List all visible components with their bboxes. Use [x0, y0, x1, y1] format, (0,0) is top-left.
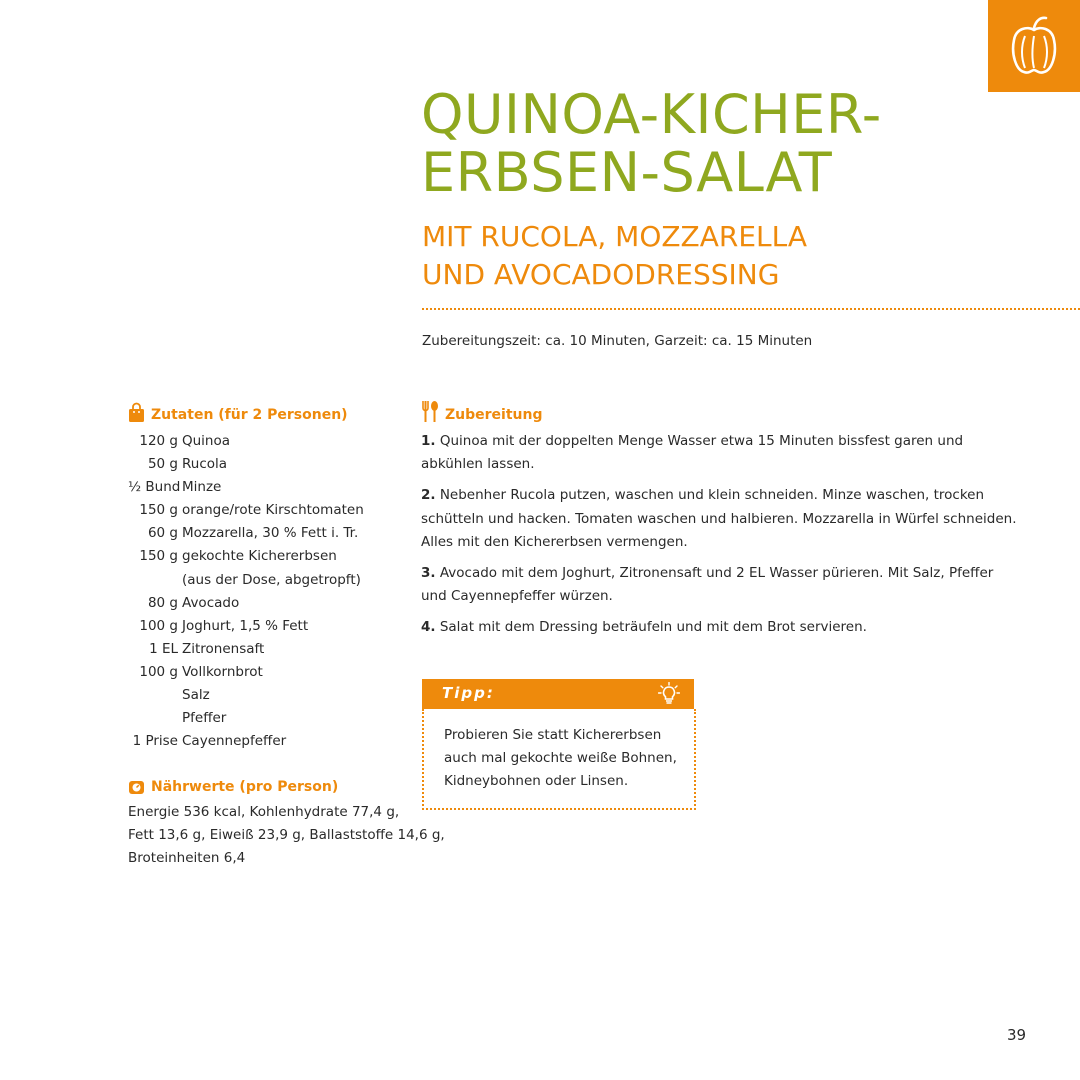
recipe-title: [421, 83, 882, 204]
ingredient-amount: 80 g: [147, 594, 178, 611]
ingredient-name: Pfeffer: [182, 710, 227, 727]
step-line: [421, 453, 1001, 476]
step-text: abkühlen lassen.: [421, 456, 535, 473]
tip-body: [422, 709, 696, 810]
preparation-heading: [421, 400, 542, 423]
step-line: [421, 562, 1001, 585]
step-line: [421, 484, 1001, 507]
tip-line: Probieren Sie statt Kichererbsen: [444, 727, 662, 743]
ingredient-name: (aus der Dose, abgetropft): [182, 571, 361, 588]
ingredient-amount: 1 Prise: [132, 733, 178, 750]
step-line: [421, 531, 1001, 554]
ingredient-amount: 1 EL: [149, 640, 178, 657]
step-number: 1.: [421, 433, 436, 449]
ingredient-name: Avocado: [182, 594, 240, 611]
ingredient-name: Minze: [182, 479, 222, 496]
step-text: Alles mit den Kichererbsen vermengen.: [421, 533, 688, 550]
ingredient-name: Zitronensaft: [182, 640, 265, 657]
title-line: QUINOA-KICHER-: [421, 83, 882, 146]
ingredients-heading-label: Zutaten (für 2 Personen): [151, 407, 348, 423]
preparation-heading-label: Zubereitung: [445, 407, 543, 423]
nutrition-line: Broteinheiten 6,4: [128, 850, 246, 866]
ingredient-amount: 150 g: [139, 502, 178, 519]
ingredient-name: Rucola: [182, 456, 228, 473]
step-text: Quinoa mit der doppelten Menge Wasser etwa 15 Minuten bissfest garen und: [439, 433, 964, 449]
tip-box: [422, 679, 694, 810]
step-text: Avocado mit dem Joghurt, Zitronensaft und 2 EL Wasser pürieren. Mit Salz, Pfeffer: [439, 565, 994, 582]
step-number: 4.: [421, 619, 436, 636]
time-info: Zubereitungszeit: ca. 10 Minuten, Garzeit: ca. 15 Minuten: [422, 333, 813, 349]
ingredient-amount: 150 g: [139, 548, 178, 565]
page-number: 39: [1007, 1026, 1027, 1044]
tip-label: Tipp:: [442, 684, 495, 702]
step-text: Salat mit dem Dressing beträufeln und mit dem Brot servieren.: [439, 619, 867, 636]
dotted-divider: [422, 308, 1080, 310]
recipe-subtitle: [422, 218, 807, 294]
ingredient-name: Vollkornbrot: [182, 663, 263, 680]
step-number: 2.: [421, 487, 436, 504]
corner-tab: [988, 0, 1080, 92]
subtitle-line: UND AVOCADODRESSING: [422, 258, 780, 291]
ingredient-name: Salz: [182, 687, 210, 704]
ingredient-amount: 60 g: [147, 525, 178, 542]
ingredient-name: Mozzarella, 30 % Fett i. Tr.: [182, 525, 359, 542]
ingredient-amount: 100 g: [139, 663, 178, 680]
ingredient-amount: 100 g: [139, 617, 178, 634]
ingredient-name: Quinoa: [182, 433, 231, 449]
ingredients-heading: [128, 402, 348, 423]
subtitle-line: MIT RUCOLA, MOZZARELLA: [422, 220, 808, 253]
ingredient-name: orange/rote Kirschtomaten: [182, 502, 364, 519]
tip-line: Kidneybohnen oder Linsen.: [444, 773, 629, 790]
preparation-step: [421, 562, 1001, 608]
ingredient-amount: 120 g: [139, 433, 178, 449]
ingredient-name: gekochte Kichererbsen: [182, 548, 337, 565]
step-number: 3.: [421, 565, 436, 582]
tip-line: auch mal gekochte weiße Bohnen,: [444, 750, 677, 767]
step-line: [421, 616, 1001, 639]
ingredient-amount: 50 g: [147, 456, 178, 473]
cutlery-icon: [421, 400, 439, 423]
step-line: [421, 585, 1001, 608]
nutrition-line: Energie 536 kcal, Kohlenhydrate 77,4 g,: [128, 804, 400, 820]
nutrition-heading: [128, 778, 338, 795]
bell-pepper-icon: [1008, 14, 1060, 78]
nutrition-values: [128, 801, 445, 870]
preparation-step: [421, 430, 1001, 476]
ingredient-name: Joghurt, 1,5 % Fett: [182, 617, 309, 634]
ingredient-name: Cayennepfeffer: [182, 733, 287, 750]
tip-text: [444, 724, 694, 794]
nutrition-line: Fett 13,6 g, Eiweiß 23,9 g, Ballaststoffe 14,6 g,: [128, 827, 445, 843]
step-line: [421, 430, 1001, 453]
step-text: schütteln und hacken. Tomaten waschen und halbieren. Mozzarella in Würfel schneiden.: [421, 510, 1017, 527]
preparation-step: [421, 484, 1017, 554]
preparation-steps: [421, 430, 1017, 648]
preparation-step: [421, 616, 1001, 639]
tip-header: [422, 679, 694, 709]
shopping-bag-icon: [128, 402, 145, 423]
step-text: Nebenher Rucola putzen, waschen und klein schneiden. Minze waschen, trocken: [439, 487, 985, 504]
step-text: und Cayennepfeffer würzen.: [421, 588, 613, 605]
ingredient-amount: ½ Bund: [128, 479, 181, 496]
step-line: [421, 508, 1017, 531]
lightbulb-icon: [658, 682, 680, 706]
nutrition-heading-label: Nährwerte (pro Person): [151, 779, 339, 795]
scale-icon: [128, 778, 145, 795]
title-line: ERBSEN-SALAT: [421, 141, 833, 204]
